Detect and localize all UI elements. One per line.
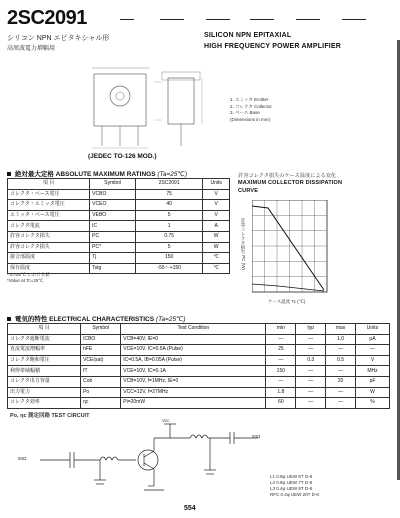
table-header-row — [8, 179, 230, 190]
pin-legend-item: 3. ベース Base — [230, 110, 260, 115]
rating-item: コレクタ・エミッタ電圧 — [8, 200, 90, 211]
char-condition: VCB=40V, IE=0 — [121, 334, 266, 345]
char-typ: — — [296, 376, 326, 387]
char-min: 150 — [266, 366, 296, 377]
char-condition: IC=0.5A, IB=0.05A (Pulse) — [121, 355, 266, 366]
char-item: コレクタ効率 — [8, 398, 81, 409]
table-row — [8, 253, 230, 264]
char-symbol: fT — [81, 366, 121, 377]
rating-item: 接合部温度 — [8, 253, 90, 264]
column-header: max — [326, 324, 356, 335]
char-min: — — [266, 355, 296, 366]
table-row — [8, 376, 390, 387]
char-symbol: ICBO — [81, 334, 121, 345]
rating-item: エミッタ・ベース電圧 — [8, 210, 90, 221]
rating-unit: V — [203, 200, 230, 211]
coil-table — [270, 474, 319, 498]
elec-table — [7, 323, 390, 409]
char-condition: VCE=10V, IC=0.1A — [121, 366, 266, 377]
char-unit: pF — [356, 376, 390, 387]
elec-heading — [7, 314, 186, 323]
char-condition: Pi=20mW — [121, 398, 266, 409]
package-pin-legend — [230, 97, 272, 123]
column-header: Symbol — [90, 179, 136, 190]
rating-value: 1 — [136, 221, 203, 232]
pin-legend-item: (Dimensions in mm) — [230, 116, 271, 122]
char-symbol: VCE(sat) — [81, 355, 121, 366]
dissipation-heading-en-2: CURVE — [238, 188, 259, 194]
header-rule — [206, 19, 230, 20]
jp-type: シリコン NPN エピタキシャル形 — [7, 35, 110, 42]
char-max: — — [326, 387, 356, 398]
char-typ: — — [296, 398, 326, 409]
char-min: 25 — [266, 345, 296, 356]
rating-unit: V — [203, 210, 230, 221]
dissipation-curve-line-ambient — [252, 284, 324, 291]
rating-symbol: PC* — [90, 242, 136, 253]
char-condition: VCB=10V, f=1MHz, IE=0 — [121, 376, 266, 387]
rating-value: 5 — [136, 242, 203, 253]
rating-symbol: PC — [90, 231, 136, 242]
abs-max-condition: (Ta=25℃) — [157, 171, 187, 178]
char-unit: μA — [356, 334, 390, 345]
char-condition: VCE=10V, IC=0.5A (Pulse) — [121, 345, 266, 356]
table-row — [8, 210, 230, 221]
table-row — [8, 189, 230, 200]
pin-legend-item: 2. コレクタ Collector — [230, 103, 272, 109]
table-row — [8, 231, 230, 242]
elec-condition: (Ta=25℃) — [155, 316, 186, 323]
column-header: 項 目 — [8, 324, 81, 335]
en-type: SILICON NPN EPITAXIAL — [204, 32, 292, 39]
char-min: 60 — [266, 398, 296, 409]
elec-heading-jp: 電気的特性 — [14, 316, 48, 323]
char-item: コレクタ出力容量 — [8, 376, 81, 387]
package-caption: (JEDEC TO-126 MOD.) — [88, 153, 157, 160]
table-row — [8, 345, 390, 356]
footnote: *Tc=25℃ における値 — [7, 272, 50, 277]
table-row — [8, 398, 390, 409]
char-min: — — [266, 376, 296, 387]
table-row — [8, 242, 230, 253]
abs-max-heading — [7, 169, 187, 178]
rating-item: 許容コレクタ損失 — [8, 231, 90, 242]
coil-row: L2 0.8φ UEW 7T D-8 — [270, 480, 313, 485]
header-rule — [296, 19, 320, 20]
dissipation-heading-jp: 許容コレクタ損失のケース温度による変化 — [238, 173, 337, 179]
rating-value: -55～+150 — [136, 263, 203, 274]
column-header: 2SC2091 — [136, 179, 203, 190]
section-bullet — [7, 172, 11, 176]
table-row — [8, 366, 390, 377]
char-typ: — — [296, 387, 326, 398]
coil-row: L1 0.8φ UEW 5T D-8 — [270, 474, 313, 479]
rating-unit: ℃ — [203, 263, 230, 274]
char-min: 1.8 — [266, 387, 296, 398]
char-typ: — — [296, 345, 326, 356]
test-circuit-caption: Po, ηc 測定回路 TEST CIRCUIT — [10, 413, 90, 419]
char-max: — — [326, 366, 356, 377]
column-header: Units — [203, 179, 230, 190]
column-header: min — [266, 324, 296, 335]
char-typ: — — [296, 366, 326, 377]
char-unit: V — [356, 355, 390, 366]
column-header: Symbol — [81, 324, 121, 335]
char-max: — — [326, 398, 356, 409]
char-symbol: ηc — [81, 398, 121, 409]
table-row — [8, 221, 230, 232]
rating-symbol: Tj — [90, 253, 136, 264]
coil-row: RFC 0.4φ UEW 20T D-6 — [270, 492, 319, 497]
column-header: Test Condition — [121, 324, 266, 335]
header-rule — [120, 19, 134, 20]
char-max: 20 — [326, 376, 356, 387]
rating-symbol: VCBO — [90, 189, 136, 200]
header-rule — [160, 19, 184, 20]
char-symbol: Cob — [81, 376, 121, 387]
section-bullet — [7, 317, 11, 321]
coil-row: L3 0.4φ UEW 8T D-8 — [270, 486, 313, 491]
page-number: 554 — [184, 505, 196, 512]
abs-max-notes — [7, 272, 50, 284]
rating-value: 40 — [136, 200, 203, 211]
char-typ: 0.3 — [296, 355, 326, 366]
dissipation-curve-chart — [252, 200, 328, 296]
table-row — [8, 200, 230, 211]
rating-item: 保存温度 — [8, 263, 90, 274]
abs-max-heading-jp: 絶対最大定格 — [14, 171, 54, 178]
rating-unit: ℃ — [203, 253, 230, 264]
char-unit: — — [356, 345, 390, 356]
pin-legend-item: 1. エミッタ Emitter — [230, 97, 269, 102]
circuit-vcc-label: Vcc — [162, 418, 170, 423]
abs-max-table — [7, 178, 230, 274]
rating-unit: W — [203, 242, 230, 253]
rating-value: 75 — [136, 189, 203, 200]
header-rule — [250, 19, 274, 20]
column-header: 項 目 — [8, 179, 90, 190]
dissipation-heading-en: MAXIMUM COLLECTOR DISSIPATION — [238, 180, 343, 186]
rating-unit: A — [203, 221, 230, 232]
char-symbol: Po — [81, 387, 121, 398]
char-max: 0.5 — [326, 355, 356, 366]
char-condition: VCC=12V, f=27MHz — [121, 387, 266, 398]
circuit-input-label: 50Ω — [18, 456, 27, 461]
rating-symbol: VEBO — [90, 210, 136, 221]
char-unit: MHz — [356, 366, 390, 377]
char-item: 出力電力 — [8, 387, 81, 398]
rating-unit: W — [203, 231, 230, 242]
char-max: 1.0 — [326, 334, 356, 345]
dissipation-ylabel: 許容コレクタ損失 PC (W) — [241, 218, 246, 270]
jp-use: 高周波電力増幅用 — [7, 46, 56, 52]
abs-max-heading-en: ABSOLUTE MAXIMUM RATINGS — [55, 171, 156, 178]
rating-symbol: Tstg — [90, 263, 136, 274]
column-header: Units — [356, 324, 390, 335]
char-symbol: hFE — [81, 345, 121, 356]
char-item: 利得帯域幅積 — [8, 366, 81, 377]
rating-symbol: VCEO — [90, 200, 136, 211]
rating-unit: V — [203, 189, 230, 200]
table-row — [8, 387, 390, 398]
rating-value: 5 — [136, 210, 203, 221]
en-use: HIGH FREQUENCY POWER AMPLIFIER — [204, 43, 342, 50]
char-unit: % — [356, 398, 390, 409]
part-number-title: 2SC2091 — [7, 7, 87, 29]
char-item: 直流電流増幅率 — [8, 345, 81, 356]
char-typ: — — [296, 334, 326, 345]
rating-item: コレクタ・ベース電圧 — [8, 189, 90, 200]
dissipation-curve-line — [252, 206, 324, 290]
test-circuit-schematic — [40, 420, 260, 500]
table-header-row — [8, 324, 390, 335]
table-row — [8, 355, 390, 366]
char-unit: W — [356, 387, 390, 398]
header-rule — [342, 19, 366, 20]
char-item: コレクタ遮断電流 — [8, 334, 81, 345]
circuit-output-label: 50Ω — [252, 434, 261, 439]
column-header: typ — [296, 324, 326, 335]
rating-symbol: IC — [90, 221, 136, 232]
char-item: コレクタ飽和電圧 — [8, 355, 81, 366]
elec-heading-en: ELECTRICAL CHARACTERISTICS — [49, 316, 155, 323]
rating-value: 150 — [136, 253, 203, 264]
rating-item: コレクタ電流 — [8, 221, 90, 232]
rating-value: 0.75 — [136, 231, 203, 242]
dissipation-xlabel: ケース温度 Tc (℃) — [268, 299, 306, 304]
char-min: — — [266, 334, 296, 345]
rating-item: 許容コレクタ損失 — [8, 242, 90, 253]
table-row — [8, 334, 390, 345]
char-max: — — [326, 345, 356, 356]
footnote: *Value at Tc=25℃ — [7, 278, 44, 283]
